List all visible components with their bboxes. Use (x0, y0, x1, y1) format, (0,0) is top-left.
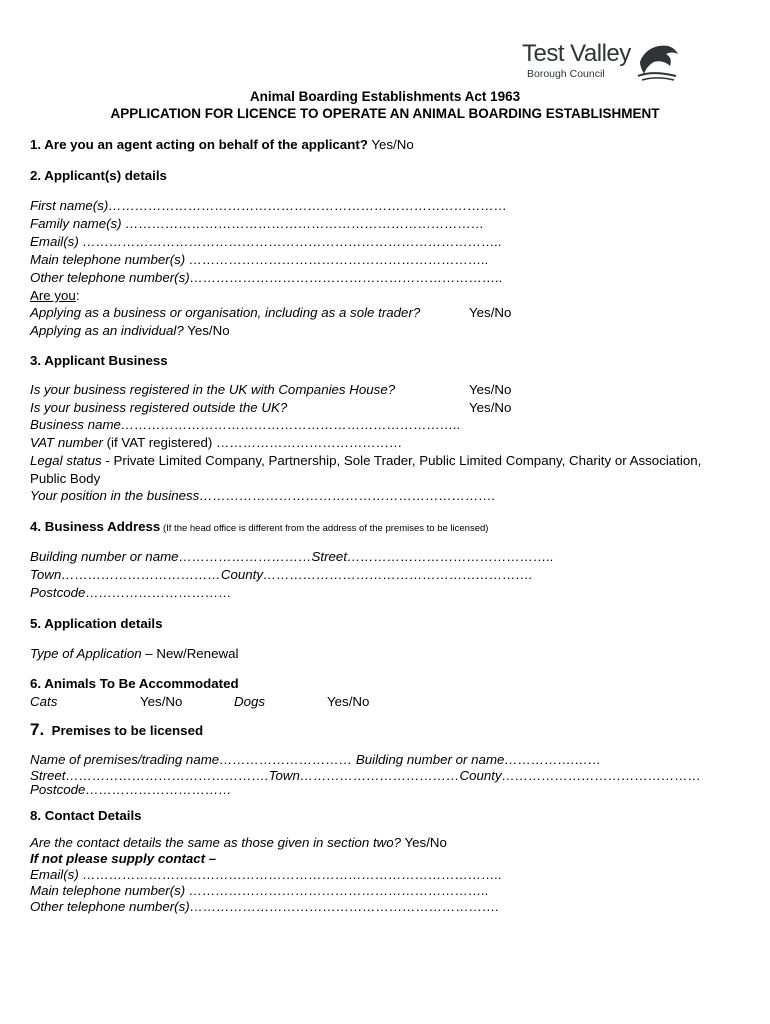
business-building-street-field[interactable]: Building number or name…………………………Street……………………………………….. (30, 549, 554, 564)
business-applicant-question: Applying as a business or organisation, including as a sole trader? (30, 305, 421, 320)
companies-house-answer[interactable]: Yes/No (469, 382, 512, 397)
application-type-options[interactable]: – New/Renewal (141, 646, 239, 661)
companies-house-question: Is your business registered in the UK with Companies House? (30, 382, 396, 397)
individual-applicant-row (30, 322, 230, 340)
legal-status-options[interactable]: - Private Limited Company, Partnership, Sole Trader, Public Limited Company, Charity or Association, (101, 453, 702, 468)
other-telephone-field[interactable]: Other telephone number(s)…………………………………………………………….. (30, 270, 503, 285)
vat-rest: (if VAT registered) …………………………………… (102, 435, 403, 450)
legal-status-row (30, 452, 701, 470)
section-5-heading: 5. Application details (30, 616, 163, 631)
legal-status-options-cont[interactable]: Public Body (30, 471, 101, 486)
section-2-heading: 2. Applicant(s) details (30, 168, 167, 183)
outside-uk-question: Is your business registered outside the UK? (30, 400, 288, 415)
contact-same-question: Are the contact details the same as those given in section two? (30, 835, 402, 850)
logo-subtitle: Borough Council (527, 68, 605, 80)
are-you-colon: : (75, 288, 80, 303)
section-4-note: (If the head office is different from the address of the premises to be licensed) (160, 523, 489, 534)
logo-name: Test Valley (522, 40, 631, 67)
business-postcode-field[interactable]: Postcode…………………………… (30, 585, 232, 600)
contact-main-telephone-field[interactable]: Main telephone number(s) ………………………………………………………….. (30, 883, 489, 898)
section-7-heading: Premises to be licensed (51, 723, 204, 738)
are-you-text: Are you (30, 288, 76, 303)
section-4-heading: 4. Business Address (30, 519, 161, 534)
email-field[interactable]: Email(s) ………………………………………………………………………………….. (30, 234, 503, 249)
first-name-field[interactable]: First name(s)……………………………………………………………………………… (30, 198, 508, 213)
individual-applicant-answer[interactable]: Yes/No (183, 323, 230, 338)
contact-other-telephone-field[interactable]: Other telephone number(s)……………………………………………………………. (30, 899, 500, 914)
vat-number-field[interactable] (30, 434, 402, 452)
contact-same-answer[interactable]: Yes/No (401, 835, 447, 850)
position-field[interactable]: Your position in the business…………………………………………………………. (30, 488, 496, 503)
contact-email-field[interactable]: Email(s) ………………………………………………………………………………….. (30, 867, 503, 882)
business-name-field[interactable]: Business name………………………………………………………………….. (30, 417, 461, 432)
section-1-agent (30, 136, 414, 154)
section-7-heading-row (30, 721, 203, 740)
section-6-heading: 6. Animals To Be Accommodated (30, 676, 239, 691)
agent-question: 1. Are you an agent acting on behalf of the applicant? (30, 137, 368, 152)
cats-answer[interactable]: Yes/No (140, 694, 183, 709)
premises-postcode-field[interactable]: Postcode…………………………… (30, 782, 232, 797)
are-you-label (30, 287, 80, 305)
dogs-answer[interactable]: Yes/No (327, 694, 370, 709)
main-telephone-field[interactable]: Main telephone number(s) ………………………………………………………….. (30, 252, 489, 267)
application-type-row (30, 645, 238, 663)
vat-label: VAT number (30, 435, 103, 450)
contact-if-not: If not please supply contact – (30, 851, 217, 866)
council-logo (518, 40, 686, 88)
section-3-heading: 3. Applicant Business (30, 353, 168, 368)
form-title: APPLICATION FOR LICENCE TO OPERATE AN ANIMAL BOARDING ESTABLISHMENT (110, 106, 660, 121)
premises-name-field[interactable]: Name of premises/trading name………………………… Building number or name…………….…… (30, 752, 602, 767)
legal-status-label: Legal status (30, 453, 102, 468)
act-title: Animal Boarding Establishments Act 1963 (249, 89, 521, 104)
outside-uk-answer[interactable]: Yes/No (469, 400, 512, 415)
business-applicant-answer[interactable]: Yes/No (469, 305, 512, 320)
premises-street-town-county-field[interactable]: Street……………………………………….Town………………………………County……………………………………… (30, 768, 702, 783)
application-type-label: Type of Application (30, 646, 142, 661)
family-name-field[interactable]: Family name(s) ……………………………………………………………………… (30, 216, 485, 231)
section-8-heading: 8. Contact Details (30, 808, 142, 823)
dogs-label: Dogs (234, 694, 266, 709)
fish-logo-icon (636, 40, 680, 82)
section-4-heading-row (30, 518, 488, 538)
individual-applicant-question: Applying as an individual? (30, 323, 184, 338)
section-7-number: 7. (30, 720, 45, 739)
business-town-county-field[interactable]: Town………………………………County……………………………………………………. (30, 567, 533, 582)
cats-label: Cats (30, 694, 58, 709)
agent-answer[interactable]: Yes/No (367, 137, 414, 152)
